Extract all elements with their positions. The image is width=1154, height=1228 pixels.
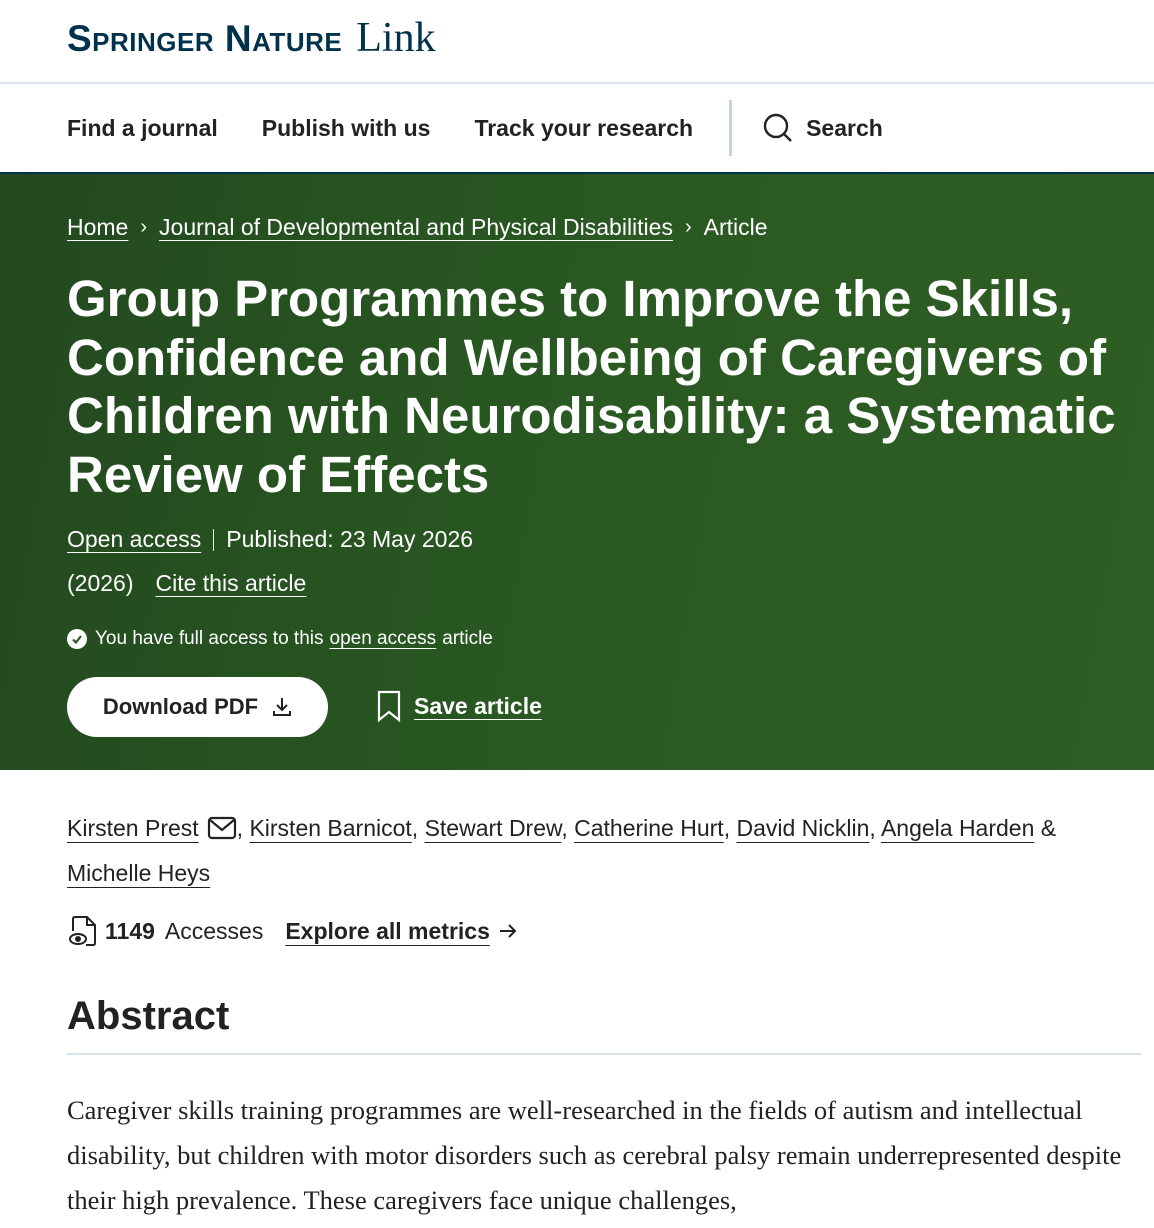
abstract-divider <box>67 1053 1141 1055</box>
save-article-button[interactable] <box>376 690 542 722</box>
open-access-link[interactable]: Open access <box>67 526 202 552</box>
author-link[interactable]: Kirsten Barnicot <box>249 815 412 841</box>
author-link[interactable]: Kirsten Prest <box>67 815 199 841</box>
springer-nature-link-logo[interactable] <box>67 14 436 62</box>
author-link[interactable]: Catherine Hurt <box>574 815 724 841</box>
author-link[interactable]: Angela Harden <box>880 815 1035 841</box>
search-label: Search <box>806 114 883 141</box>
check-circle-icon <box>67 629 87 649</box>
arrow-right-icon <box>498 922 518 940</box>
nav-publish-with-us[interactable]: Publish with us <box>261 114 431 141</box>
breadcrumb-home[interactable]: Home <box>67 214 129 240</box>
cite-article-link[interactable]: Cite this article <box>155 570 307 596</box>
access-open-access-link[interactable]: open access <box>329 628 437 649</box>
bookmark-icon <box>376 690 402 722</box>
article-meta <box>67 526 473 553</box>
abstract-text: Caregiver skills training programmes are well-researched in the fields of autism and intellectual disability, but children with motor disorders such as cerebral palsy remain underrepresented despite their high prevalence. These caregivers face unique challenges, <box>67 1095 1122 1215</box>
chevron-right-icon: › <box>140 216 148 238</box>
meta-divider <box>213 529 214 551</box>
download-pdf-button[interactable] <box>67 677 328 737</box>
nav-find-journal[interactable]: Find a journal <box>67 114 218 141</box>
author-link[interactable]: David Nicklin <box>736 815 870 841</box>
published-date: Published: 23 May 2026 <box>226 526 474 552</box>
search-icon <box>762 112 794 144</box>
brand-bar <box>0 0 1154 84</box>
brand-product: Link <box>356 15 436 61</box>
author-list: Kirsten Prest , Kirsten Barnicot, Stewart Drew, Catherine Hurt, David Nicklin, Angela Harden & Michelle Heys <box>67 815 1057 886</box>
nav-search-button[interactable] <box>762 112 883 144</box>
nav-track-research[interactable]: Track your research <box>474 114 694 141</box>
breadcrumb-current: Article <box>703 214 768 240</box>
author-link[interactable]: Stewart Drew <box>424 815 562 841</box>
explore-metrics-link[interactable]: Explore all metrics <box>285 917 490 944</box>
article-hero <box>0 174 1154 770</box>
article-citation-row <box>67 570 306 597</box>
brand-name: Springer Nature <box>67 18 343 59</box>
chevron-right-icon: › <box>684 216 692 238</box>
abstract-heading: Abstract <box>67 994 230 1038</box>
breadcrumb <box>67 214 768 241</box>
author-link[interactable]: Michelle Heys <box>67 860 211 886</box>
article-year: (2026) <box>67 570 134 596</box>
article-metrics <box>67 914 518 948</box>
email-icon[interactable] <box>207 816 237 840</box>
access-text-suffix: article <box>442 628 493 649</box>
accesses-label: Accesses <box>164 917 264 944</box>
nav-divider <box>729 100 732 156</box>
download-pdf-label: Download PDF <box>102 694 259 719</box>
article-title: Group Programmes to Improve the Skills, Confidence and Wellbeing of Caregivers of Children with Neurodisability: a Systematic Review of Effects <box>67 270 1116 503</box>
main-nav <box>0 84 1154 174</box>
access-notice <box>67 628 493 650</box>
download-icon <box>272 696 292 718</box>
access-text-prefix: You have full access to this <box>95 628 324 649</box>
accesses-eye-icon <box>67 914 99 948</box>
accesses-count: 1149 <box>105 917 155 944</box>
save-article-label: Save article <box>414 692 542 719</box>
breadcrumb-journal[interactable]: Journal of Developmental and Physical Disabilities <box>159 214 673 240</box>
